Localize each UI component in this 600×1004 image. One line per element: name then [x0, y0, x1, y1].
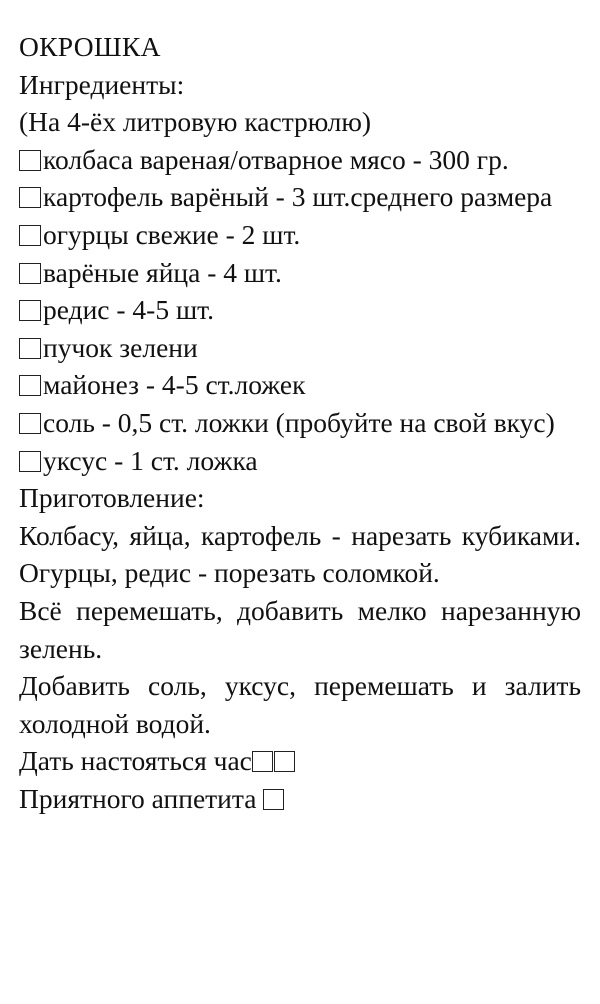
- checkbox-icon: [19, 338, 41, 359]
- ingredient-item: [19, 178, 581, 216]
- checkbox-icon: [19, 225, 41, 246]
- ingredient-item: [19, 291, 581, 329]
- checkbox-icon: [19, 187, 41, 208]
- checkbox-icon: [19, 451, 41, 472]
- ingredient-item: [19, 254, 581, 292]
- ingredient-text: огурцы свежие - 2 шт.: [43, 218, 301, 250]
- recipe-document: [19, 28, 581, 817]
- ingredient-text: варёные яйца - 4 шт.: [43, 256, 282, 288]
- ingredient-text: майонез - 4-5 ст.ложек: [43, 369, 306, 401]
- checkbox-icon: [19, 413, 41, 434]
- checkbox-icon: [19, 263, 41, 284]
- rest-text: Дать настояться час: [19, 745, 252, 777]
- ingredient-item: [19, 329, 581, 367]
- ingredient-item: [19, 216, 581, 254]
- preparation-step: Добавить соль, уксус, перемешать и залить холодной водой.: [19, 670, 581, 739]
- missing-glyph-icon: [274, 751, 295, 772]
- missing-glyph-icon: [263, 789, 284, 810]
- ingredient-item: [19, 141, 581, 179]
- rest-line: [19, 742, 581, 780]
- ingredient-text: картофель варёный - 3 шт.среднего размера: [43, 181, 553, 213]
- ingredients-heading: Ингредиенты:: [19, 68, 185, 100]
- ingredient-text: колбаса вареная/отварное мясо - 300 гр.: [43, 143, 509, 175]
- preparation-step: Всё перемешать, добавить мелко нарезанную зелень.: [19, 594, 581, 664]
- ingredient-item: [19, 366, 581, 404]
- ingredient-text: уксус - 1 ст. ложка: [43, 444, 258, 476]
- ingredient-item: [19, 442, 581, 480]
- closing-line: [19, 780, 581, 818]
- ingredient-text: пучок зелени: [43, 331, 198, 363]
- checkbox-icon: [19, 300, 41, 321]
- missing-glyph-icon: [252, 751, 273, 772]
- ingredient-text: соль - 0,5 ст. ложки (пробуйте на свой вкус): [43, 406, 555, 438]
- ingredient-text: редис - 4-5 шт.: [43, 294, 214, 326]
- checkbox-icon: [19, 375, 41, 396]
- ingredient-item: [19, 404, 581, 442]
- recipe-title: ОКРОШКА: [19, 31, 161, 62]
- preparation-step: Колбасу, яйца, картофель - нарезать кубиками. Огурцы, редис - порезать соломкой.: [19, 519, 581, 589]
- pot-note: (На 4-ёх литровую кастрюлю): [19, 106, 372, 138]
- preparation-heading: Приготовление:: [19, 482, 205, 514]
- checkbox-icon: [19, 150, 41, 171]
- closing-text: Приятного аппетита: [19, 782, 257, 814]
